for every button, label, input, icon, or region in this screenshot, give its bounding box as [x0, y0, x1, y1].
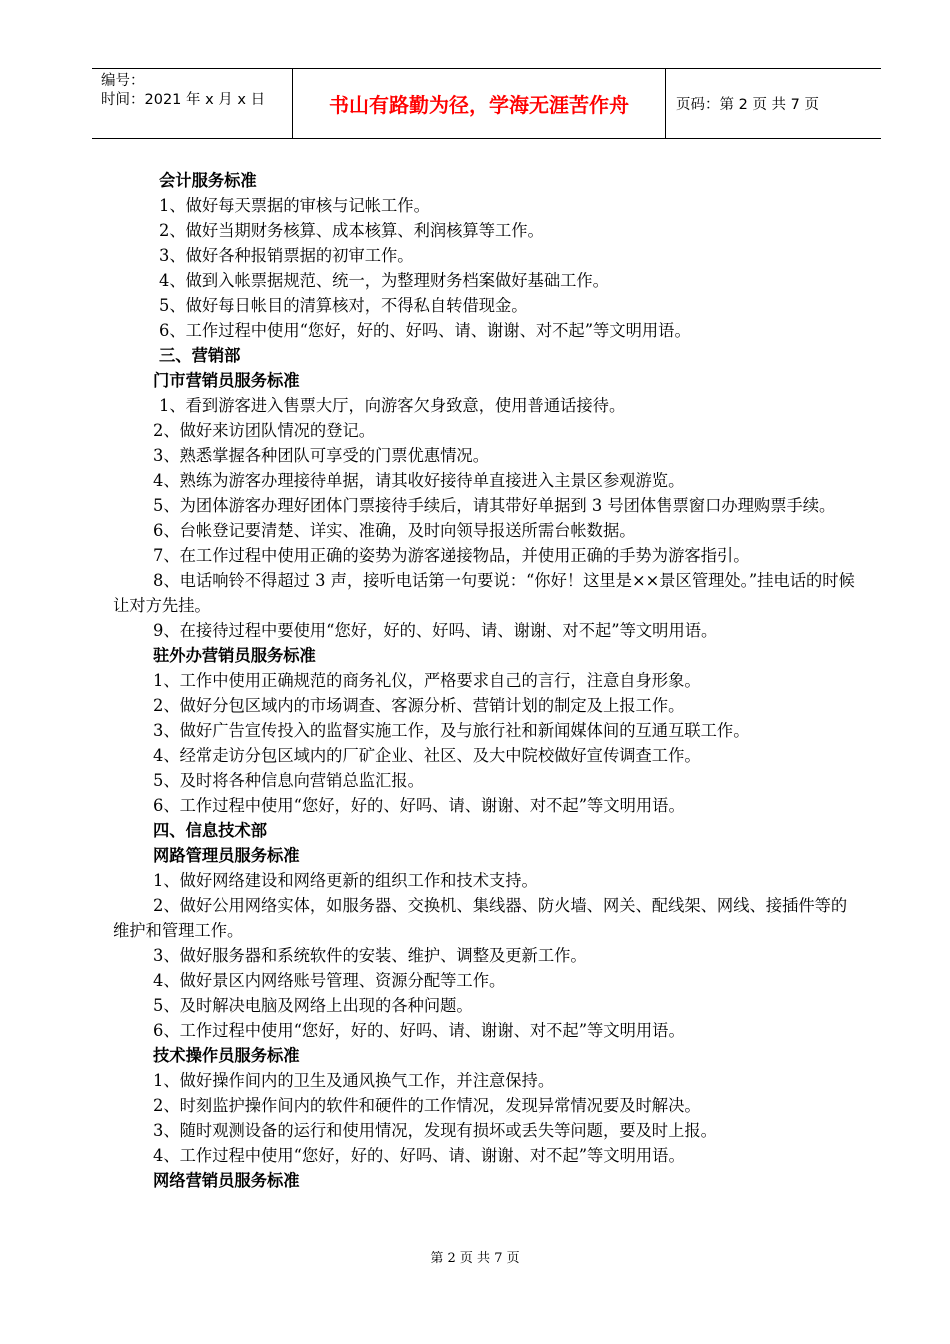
body-paragraph: 5、及时解决电脑及网络上出现的各种问题。	[153, 996, 473, 1015]
section-heading: 网路管理员服务标准	[153, 846, 300, 865]
body-paragraph: 1、看到游客进入售票大厅，向游客欠身致意，使用普通话接待。	[159, 396, 626, 415]
page-number-label: 页码：第 2 页 共 7 页	[676, 97, 819, 113]
body-paragraph: 6、工作过程中使用“您好，好的、好吗、请、谢谢、对不起”等文明用语。	[153, 796, 685, 815]
body-paragraph: 9、在接待过程中要使用“您好，好的、好吗、请、谢谢、对不起”等文明用语。	[153, 621, 718, 640]
page-footer: 第 2 页 共 7 页	[430, 1251, 520, 1266]
body-paragraph: 2、做好公用网络实体，如服务器、交换机、集线器、防火墙、网关、配线架、网线、接插件等的维护和管理工作。	[113, 896, 848, 940]
body-paragraph: 1、做好操作间内的卫生及通风换气工作，并注意保持。	[153, 1071, 555, 1090]
time-label: 时间：2021 年 x 月 x 日	[101, 92, 266, 108]
body-paragraph: 3、随时观测设备的运行和使用情况，发现有损坏或丢失等问题，要及时上报。	[153, 1121, 717, 1140]
body-paragraph: 2、做好当期财务核算、成本核算、利润核算等工作。	[159, 221, 544, 240]
body-paragraph: 4、经常走访分包区域内的厂矿企业、社区、及大中院校做好宣传调查工作。	[153, 746, 701, 765]
body-paragraph: 4、熟练为游客办理接待单据，请其收好接待单直接进入主景区参观游览。	[153, 471, 685, 490]
section-heading: 会计服务标准	[159, 171, 257, 190]
body-paragraph: 3、做好广告宣传投入的监督实施工作，及与旅行社和新闻媒体间的互通互联工作。	[153, 721, 750, 740]
body-paragraph: 4、做到入帐票据规范、统一，为整理财务档案做好基础工作。	[159, 271, 609, 290]
body-paragraph: 6、台帐登记要清楚、详实、准确，及时向领导报送所需台帐数据。	[153, 521, 636, 540]
section-heading: 三、营销部	[159, 346, 241, 365]
body-paragraph: 4、做好景区内网络账号管理、资源分配等工作。	[153, 971, 506, 990]
body-paragraph: 8、电话响铃不得超过 3 声，接听电话第一句要说：“你好！这里是××景区管理处。”挂电话的时候让对方先挂。	[113, 571, 855, 615]
body-paragraph: 5、为团体游客办理好团体门票接待手续后，请其带好单据到 3 号团体售票窗口办理购票手续。	[153, 496, 836, 515]
body-paragraph: 1、做好网络建设和网络更新的组织工作和技术支持。	[153, 871, 538, 890]
body-paragraph: 1、做好每天票据的审核与记帐工作。	[159, 196, 430, 215]
section-heading: 技术操作员服务标准	[153, 1046, 300, 1065]
section-heading: 网络营销员服务标准	[153, 1171, 300, 1190]
body-paragraph: 6、工作过程中使用“您好，好的、好吗、请、谢谢、对不起”等文明用语。	[153, 1021, 685, 1040]
body-paragraph: 6、工作过程中使用“您好，好的、好吗、请、谢谢、对不起”等文明用语。	[159, 321, 691, 340]
body-paragraph: 3、熟悉掌握各种团队可享受的门票优惠情况。	[153, 446, 489, 465]
body-paragraph: 1、工作中使用正确规范的商务礼仪，严格要求自己的言行，注意自身形象。	[153, 671, 701, 690]
body-paragraph: 3、做好各种报销票据的初审工作。	[159, 246, 414, 265]
document-body	[113, 168, 863, 1193]
header-motto: 书山有路勤为径，学海无涯苦作舟	[293, 69, 666, 138]
number-label: 编号：	[101, 73, 145, 89]
body-paragraph: 4、工作过程中使用“您好，好的、好吗、请、谢谢、对不起”等文明用语。	[153, 1146, 685, 1165]
body-paragraph: 5、做好每日帐目的清算核对，不得私自转借现金。	[159, 296, 528, 315]
document-header	[92, 68, 881, 139]
section-heading: 驻外办营销员服务标准	[153, 646, 316, 665]
body-paragraph: 2、做好分包区域内的市场调查、客源分析、营销计划的制定及上报工作。	[153, 696, 685, 715]
body-paragraph: 3、做好服务器和系统软件的安装、维护、调整及更新工作。	[153, 946, 587, 965]
body-paragraph: 5、及时将各种信息向营销总监汇报。	[153, 771, 424, 790]
body-paragraph: 2、做好来访团队情况的登记。	[153, 421, 376, 440]
section-heading: 门市营销员服务标准	[153, 371, 300, 390]
header-meta-cell	[92, 69, 293, 138]
section-heading: 四、信息技术部	[153, 821, 267, 840]
body-paragraph: 2、时刻监护操作间内的软件和硬件的工作情况，发现异常情况要及时解决。	[153, 1096, 701, 1115]
body-paragraph: 7、在工作过程中使用正确的姿势为游客递接物品，并使用正确的手势为游客指引。	[153, 546, 750, 565]
